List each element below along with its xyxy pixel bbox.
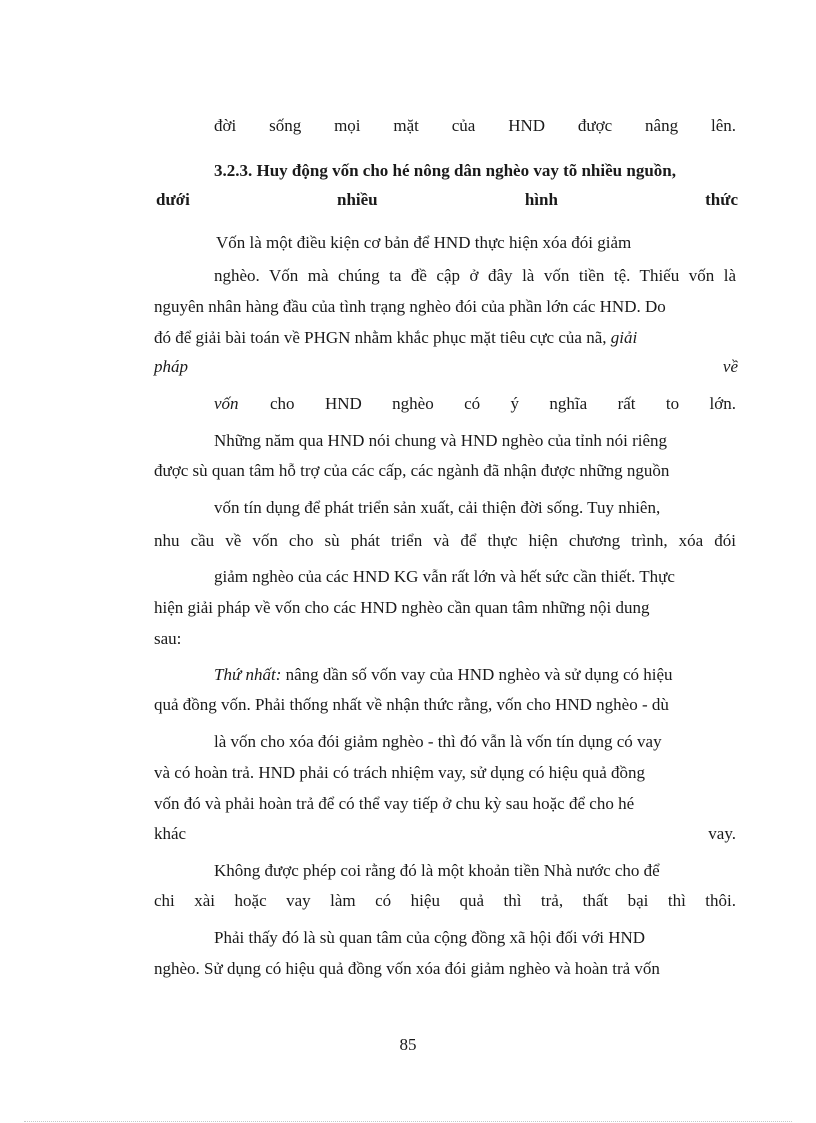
text-run: đó để giải bài toán về PHGN nhằm khắc phục mặt tiêu cực của nã, (154, 328, 607, 347)
section-heading-continuation: dưới nhiều hình thức (156, 190, 738, 209)
footer-divider (24, 1121, 792, 1122)
text-line: vốn tín dụng để phát triển sản xuất, cải thiện đời sống. Tuy nhiên, (214, 498, 661, 517)
text-line: vốn đó và phải hoàn trả để có thể vay tiếp ở chu kỳ sau hoặc để cho hé (154, 794, 635, 813)
text-line: quả đồng vốn. Phải thống nhất về nhận thức rằng, vốn cho HND nghèo - dù (154, 695, 669, 714)
text-line: Phải thấy đó là sù quan tâm của cộng đồng xã hội đối với HND (214, 928, 646, 947)
text-line: đời sống mọi mặt của HND được nâng lên. (214, 116, 736, 135)
text-line: nghèo. Sử dụng có hiệu quả đồng vốn xóa đói giảm nghèo và hoàn trả vốn (154, 959, 660, 978)
page-number: 85 (399, 1035, 417, 1054)
text-line: được sù quan tâm hỗ trợ của các cấp, các ngành đã nhận được những nguồn (154, 461, 670, 480)
italic-text-line: pháp về (154, 357, 738, 376)
text-line (154, 327, 637, 349)
text-line: Những năm qua HND nói chung và HND nghèo của tỉnh nói riêng (214, 431, 668, 450)
text-line (214, 393, 239, 415)
text-line (214, 664, 673, 686)
text-line: nghèo. Vốn mà chúng ta đề cập ở đây là vốn tiền tệ. Thiếu vốn là (214, 266, 736, 285)
italic-run: giải (610, 328, 638, 347)
italic-run: Thứ nhất: (214, 665, 282, 684)
text-line: nhu cầu về vốn cho sù phát triển và để thực hiện chương trình, xóa đói (154, 531, 736, 550)
text-line: Không được phép coi rằng đó là một khoản tiền Nhà nước cho để (214, 861, 660, 880)
text-line: hiện giải pháp về vốn cho các HND nghèo cần quan tâm những nội dung (154, 598, 650, 617)
text-line: cho HND nghèo có ý nghĩa rất to lớn. (270, 394, 736, 413)
section-heading: 3.2.3. Huy động vốn cho hé nông dân nghèo vay tõ nhiều nguồn, (214, 161, 676, 180)
text-line: khác vay. (154, 824, 736, 843)
text-line: giảm nghèo của các HND KG vẫn rất lớn và hết sức cần thiết. Thực (214, 567, 675, 586)
italic-run: vốn (214, 394, 239, 413)
text-line: chi xài hoặc vay làm có hiệu quả thì trả, thất bại thì thôi. (154, 891, 736, 910)
text-line: nguyên nhân hàng đầu của tình trạng nghèo đói của phần lớn các HND. Do (154, 297, 666, 316)
text-line: là vốn cho xóa đói giảm nghèo - thì đó vẫn là vốn tín dụng có vay (214, 732, 662, 751)
text-line: sau: (154, 629, 182, 648)
text-line: Vốn là một điều kiện cơ bản để HND thực hiện xóa đói giảm (216, 233, 632, 252)
text-line: và có hoàn trả. HND phải có trách nhiệm vay, sử dụng có hiệu quả đồng (154, 763, 646, 782)
text-run: nâng dần số vốn vay của HND nghèo và sử dụng có hiệu (285, 665, 673, 684)
